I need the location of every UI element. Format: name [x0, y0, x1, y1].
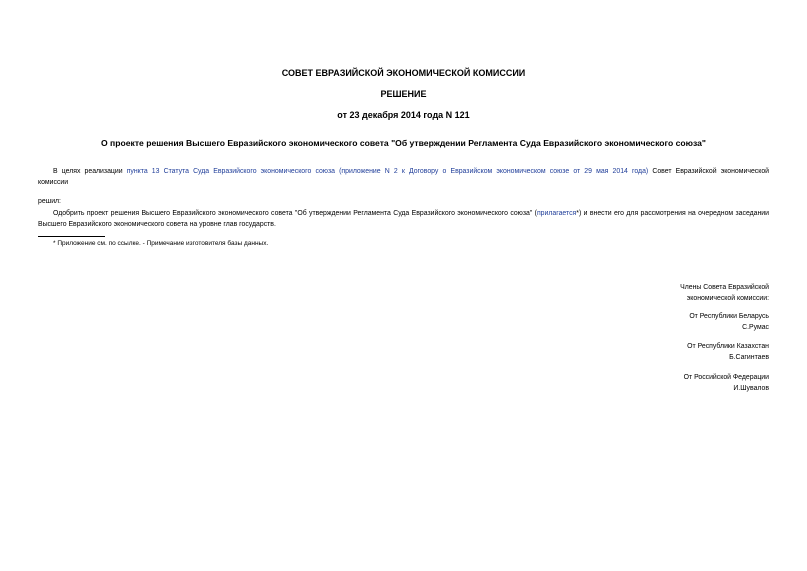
decided-label: решил: [38, 198, 61, 205]
council-line-2: экономической комиссии: [686, 294, 769, 302]
attachment-link[interactable]: прилагается [536, 210, 577, 217]
resolution-text-after: *) и внести его для рассмотрения на очередном заседании Высшего Евразийского экономического совета на уровне глав государств. [38, 210, 769, 228]
council-line-1: Члены Совета Евразийской [680, 284, 769, 291]
kazakhstan-signatory: Б.Сагинтаев [729, 353, 769, 361]
preamble-paragraph [38, 167, 769, 188]
preamble-line-2: комиссии [38, 178, 69, 186]
footnote: * Приложение см. по ссылке. - Примечание изготовителя базы данных. [53, 240, 269, 247]
preamble-line-1 [38, 167, 769, 178]
kazakhstan-label: От Республики Казахстан [687, 343, 769, 350]
document-title: О проекте решения Высшего Евразийского экономического совета "Об утверждении Регламента Суда Евразийского экономического союза" [100, 138, 707, 148]
preamble-text-after: Совет Евразийской экономической [648, 168, 769, 175]
document-date-number: от 23 декабря 2014 года N 121 [337, 110, 470, 120]
belarus-signatory: С.Румас [742, 323, 769, 331]
signature-block-russia [684, 373, 769, 394]
resolution-text: Одобрить проект решения Высшего Евразийского экономического совета "Об утверждении Регламента Суда Евразийского экономического союза" ( [53, 210, 537, 217]
issuing-body: СОВЕТ ЕВРАЗИЙСКОЙ ЭКОНОМИЧЕСКОЙ КОМИССИИ [281, 68, 526, 78]
signature-block-council [680, 283, 769, 304]
resolution-paragraph [38, 209, 769, 230]
document-type: РЕШЕНИЕ [380, 89, 427, 99]
statute-link[interactable]: пункта 13 Статута Суда Евразийского экономического союза (приложение N 2 к Договору о Евразийском экономическом союзе от 29 мая 2014 года) [126, 168, 649, 175]
belarus-label: От Республики Беларусь [689, 313, 769, 320]
preamble-text: В целях реализации [53, 168, 127, 175]
footnote-divider [38, 236, 105, 237]
signature-block-belarus [689, 312, 769, 333]
russia-label: От Российской Федерации [683, 374, 769, 381]
russia-signatory: И.Шувалов [733, 384, 769, 392]
signature-block-kazakhstan [687, 342, 769, 363]
